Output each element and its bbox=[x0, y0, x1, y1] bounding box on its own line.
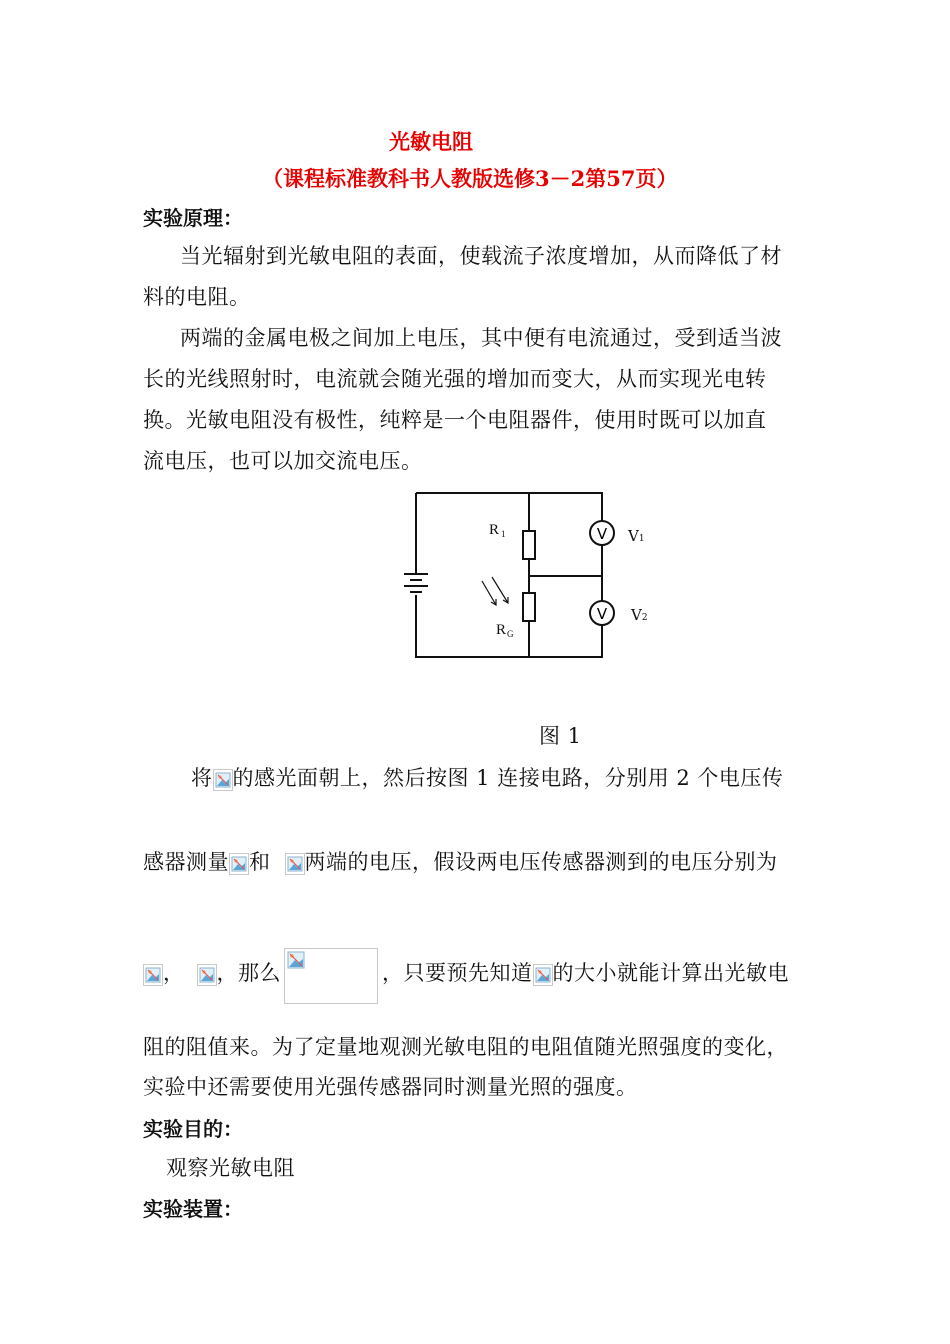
procedure-line-4: 阻的阻值来。为了定量地观测光敏电阻的电阻值随光照强度的变化， bbox=[143, 1035, 788, 1059]
page-title: 光敏电阻 bbox=[389, 129, 473, 154]
label-v2-text: V2 bbox=[631, 606, 648, 624]
apparatus-heading: 实验装置： bbox=[143, 1197, 243, 1221]
label-rg-sub: G bbox=[507, 629, 514, 639]
broken-image-icon bbox=[285, 853, 305, 875]
principle-paragraph-2-line-3: 换。光敏电阻没有极性，纯粹是一个电阻器件，使用时既可以加直 bbox=[143, 408, 767, 432]
broken-image-icon bbox=[213, 769, 233, 791]
formula-image-placeholder bbox=[284, 948, 378, 1004]
principle-paragraph-2-line-1: 两端的金属电极之间加上电压，其中便有电流通过，受到适当波 bbox=[180, 326, 782, 350]
voltmeter-v1-glyph: V bbox=[596, 525, 608, 543]
procedure-line-3-part-2: ，只要预先知道 的大小就能计算出光敏电 bbox=[382, 961, 789, 985]
label-r1-sub: 1 bbox=[501, 529, 506, 539]
photoresistor-rg bbox=[523, 593, 535, 621]
principle-paragraph-1-line-2: 料的电阻。 bbox=[143, 285, 251, 309]
broken-image-icon bbox=[533, 964, 553, 986]
principle-paragraph-1-line-1: 当光辐射到光敏电阻的表面，使载流子浓度增加，从而降低了材 bbox=[180, 244, 782, 268]
principle-paragraph-2-line-2: 长的光线照射时，电流就会随光强的增加而变大，从而实现光电转 bbox=[143, 367, 767, 391]
battery-symbol bbox=[404, 574, 428, 592]
voltmeter-v2-glyph: V bbox=[596, 605, 608, 623]
procedure-line-1: 将 的感光面朝上，然后按图 1 连接电路，分别用 2 个电压传 bbox=[191, 766, 784, 790]
light-arrows-icon bbox=[482, 577, 508, 605]
page-subtitle: （课程标准教科书人教版选修3－2第57页） bbox=[262, 166, 678, 191]
procedure-line-2: 感器测量 和 两端的电压，假设两电压传感器测到的电压分别为 bbox=[143, 850, 778, 874]
broken-image-icon bbox=[197, 964, 217, 986]
principle-heading: 实验原理： bbox=[143, 206, 243, 230]
label-rg: R bbox=[496, 622, 507, 638]
principle-paragraph-2-line-4: 流电压，也可以加交流电压。 bbox=[143, 449, 423, 473]
figure-caption: 图 1 bbox=[539, 724, 582, 748]
broken-image-icon bbox=[287, 951, 305, 969]
label-r1: R bbox=[489, 522, 500, 538]
purpose-heading: 实验目的： bbox=[143, 1117, 243, 1141]
label-v1-text: V1 bbox=[628, 527, 645, 545]
resistor-r1 bbox=[523, 531, 535, 559]
circuit-diagram bbox=[400, 485, 630, 670]
broken-image-icon bbox=[143, 964, 163, 986]
purpose-text: 观察光敏电阻 bbox=[166, 1156, 295, 1180]
broken-image-icon bbox=[229, 853, 249, 875]
procedure-line-5: 实验中还需要使用光强传感器同时测量光照的强度。 bbox=[143, 1075, 638, 1099]
procedure-line-3-part-1: ， ，那么 bbox=[143, 957, 281, 987]
